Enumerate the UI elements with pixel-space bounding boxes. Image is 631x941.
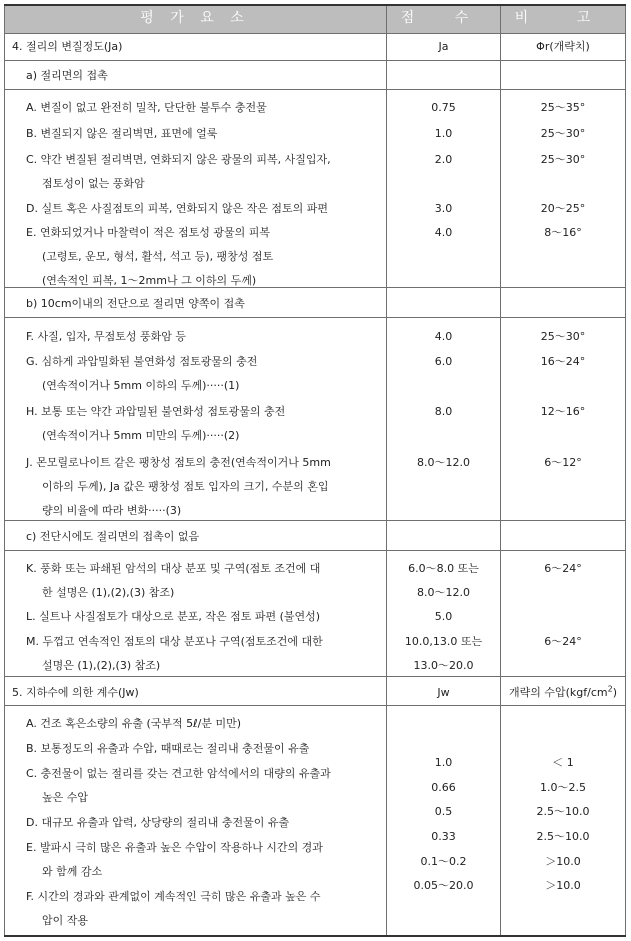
row-text: F. 시간의 경과와 관계없이 계속적인 극히 많은 유출과 높은 수 [26,890,321,903]
row-score: 5.0 [434,610,453,623]
row-score: 8.0 [434,405,453,418]
row-text: J. 몬모릴로나이트 같은 팽창성 점토의 충전(연속적이거나 5mm [26,456,331,469]
row-text: E. 발파시 극히 많은 유출과 높은 수압이 작용하나 시간의 경과 [26,841,323,854]
row-text: D. 대규모 유출과 압력, 상당량의 절리내 충전물이 유출 [26,816,290,829]
row-text: A. 변질이 없고 완전히 밀착, 단단한 불투수 충전물 [26,101,267,114]
grid-line [4,550,626,551]
row-score: 6.0 [434,355,453,368]
header-remarks-label: 비 고 [514,10,613,26]
row-text: H. 보통 또는 약간 과압밀된 불연화성 점토광물의 충전 [26,405,286,418]
grid-line [4,89,626,90]
row-score: 3.0 [434,202,453,215]
jw-score: 0.66 [431,781,456,794]
row-note: 20～25° [540,202,586,215]
water-pressure-note: 2.5～10.0 [536,830,590,843]
grid-line [4,676,626,677]
section-4-title: 4. 절리의 변질정도(Ja) [12,40,123,53]
row-text: B. 보통정도의 유출과 수압, 때때로는 절리내 충전물이 유출 [26,742,310,755]
row-text: 점토성이 없는 풍화암 [42,177,145,190]
row-text: 와 함께 감소 [42,865,103,878]
row-score: 10.0,13.0 또는 [404,635,483,648]
row-text: 높은 수압 [42,791,89,804]
water-pressure-note: ＞10.0 [545,879,581,892]
grid-line [4,33,626,34]
jw-score: 1.0 [434,756,453,769]
row-text: (연속적이거나 5mm 미만의 두께)·····(2) [42,429,240,442]
header-evaluation-label: 평 가 요 소 [140,10,250,26]
group-c-title: c) 전단시에도 절리면의 접촉이 없음 [26,530,200,543]
group-b-title: b) 10cm이내의 전단으로 절리면 양쪽이 접촉 [26,297,245,310]
jw-score: 0.5 [434,805,453,818]
section-4-score-head: Ja [438,40,449,53]
row-text: 한 설명은 (1),(2),(3) 참조) [42,586,175,599]
row-text: E. 연화되었거나 마찰력이 적은 점토성 광물의 피복 [26,226,270,239]
row-note: 12～16° [540,405,586,418]
row-note: 8～16° [544,226,582,239]
row-note: 25～35° [540,101,586,114]
row-note: 25～30° [540,330,586,343]
section-5-title: 5. 지하수에 의한 계수(Jw) [12,686,139,699]
row-score: 4.0 [434,330,453,343]
row-score: 4.0 [434,226,453,239]
row-text: L. 실트나 사질점토가 대상으로 분포, 작은 점토 파편 (불연성) [26,610,321,623]
row-text: K. 풍화 또는 파쇄된 암석의 대상 분포 및 구역(점토 조건에 대 [26,562,321,575]
row-text: 량의 비율에 따라 변화·····(3) [42,504,182,517]
section-4-note-head: Φr(개략치) [536,40,590,53]
header-score-label: 점 수 [400,10,487,26]
row-text: D. 실트 혹은 사질점토의 피복, 연화되지 않은 작은 점토의 파편 [26,202,328,215]
row-score: 8.0～12.0 [417,456,470,469]
evaluation-table [4,4,626,937]
grid-line [4,520,626,521]
jw-score: 0.1～0.2 [420,855,467,868]
row-note: 6～12° [544,456,582,469]
row-note: 16～24° [540,355,586,368]
row-note: 25～30° [540,127,586,140]
grid-line [4,4,5,937]
water-pressure-note: ＞10.0 [545,855,581,868]
jw-score: 0.33 [431,830,456,843]
water-pressure-note: ＜ 1 [552,756,574,769]
group-a-title: a) 절리면의 접촉 [26,69,108,82]
grid-line [4,317,626,318]
jw-score: 0.05～20.0 [413,879,474,892]
row-score: 1.0 [434,127,453,140]
row-text: (고령토, 운모, 형석, 활석, 석고 등), 팽창성 점토 [42,250,274,263]
grid-line [4,60,626,61]
row-text: M. 두껍고 연속적인 점토의 대상 분포나 구역(점토조건에 대한 [26,635,323,648]
row-score: 2.0 [434,153,453,166]
row-text: B. 변질되지 않은 절리벽면, 표면에 얼룩 [26,127,218,140]
grid-line [4,705,626,706]
row-text: C. 약간 변질된 절리벽면, 연화되지 않은 광물의 피복, 사질입자, [26,153,331,166]
row-text: G. 심하게 과압밀화된 불연화성 점토광물의 충전 [26,355,258,368]
row-note: 6～24° [544,562,582,575]
row-score: 8.0～12.0 [417,586,470,599]
row-text: 압이 작용 [42,914,89,927]
row-score: 0.75 [431,101,456,114]
section-5-score-head: Jw [437,686,450,699]
row-text: 이하의 두께), Ja 값은 팽창성 점토 입자의 크기, 수분의 혼입 [42,480,329,493]
row-score: 6.0～8.0 또는 [408,562,479,575]
water-pressure-note: 1.0～2.5 [540,781,586,794]
row-text: (연속적인 피복, 1～2mm나 그 이하의 두께) [42,274,257,287]
grid-line [4,4,626,6]
row-note: 25～30° [540,153,586,166]
grid-line [500,4,501,937]
row-text: (연속적이거나 5mm 이하의 두께)·····(1) [42,379,240,392]
grid-line [4,935,626,937]
row-text: A. 건조 혹은소량의 유출 (국부적 5ℓ/분 미만) [26,717,242,730]
grid-line [625,4,626,937]
grid-line [386,4,387,937]
row-note: 6～24° [544,635,582,648]
row-text: F. 사질, 입자, 무점토성 풍화암 등 [26,330,187,343]
row-text: 설명은 (1),(2),(3) 참조) [42,659,161,672]
row-score: 13.0～20.0 [413,659,474,672]
row-text: C. 충전물이 없는 절리를 갖는 견고한 암석에서의 대량의 유출과 [26,767,331,780]
section-5-note-head: 개략의 수압$(kgf/cm^2)$ [508,684,617,699]
water-pressure-note: 2.5～10.0 [536,805,590,818]
